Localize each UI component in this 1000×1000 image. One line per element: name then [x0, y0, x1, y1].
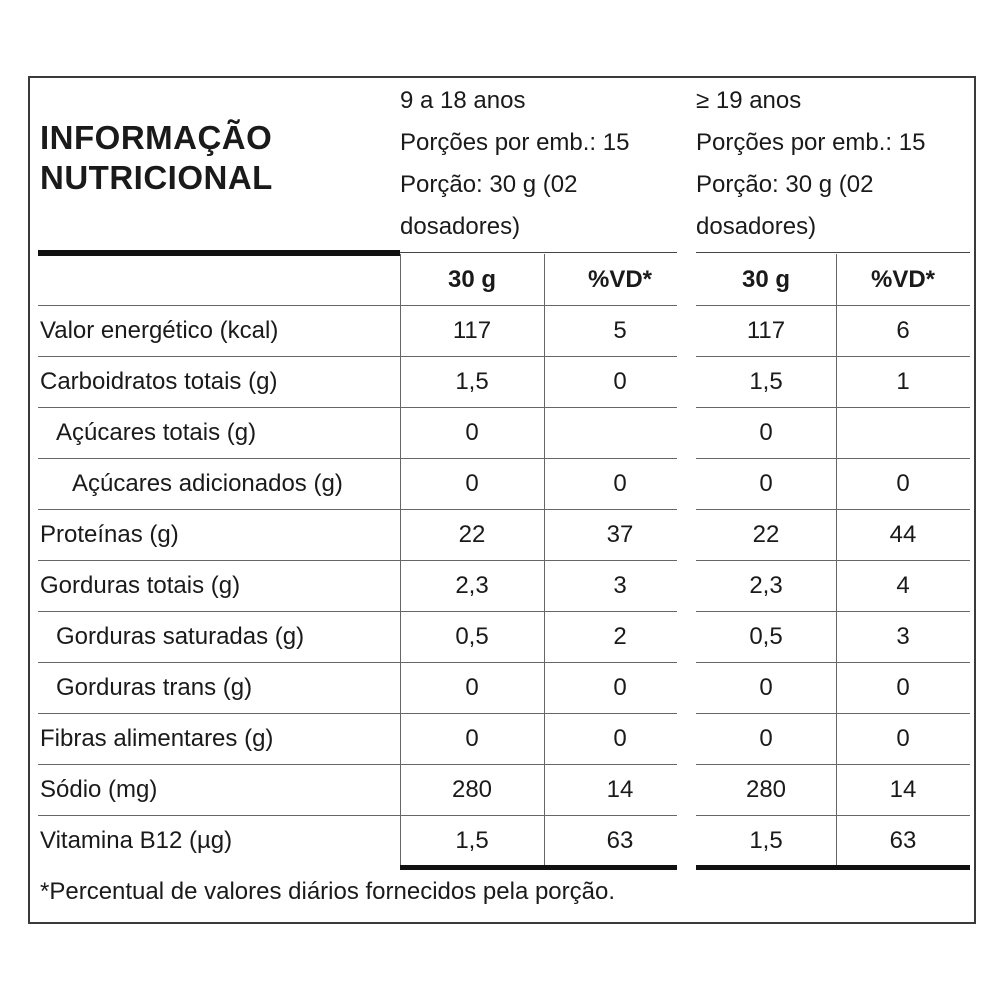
col-30g-group2-value: 0,5: [749, 623, 783, 650]
column-divider: [544, 254, 545, 866]
col-30g-group2-value: 0: [759, 470, 773, 497]
col-30g-group2-value: 2,3: [749, 572, 783, 599]
col-vd-group1-value: 2: [613, 623, 627, 650]
col-30g-group2-value: 0: [759, 419, 773, 446]
col-vd-group2-value: [836, 407, 970, 458]
nutrition-facts-panel: [28, 76, 976, 924]
col-30g-group1-value: 1,5: [455, 368, 489, 395]
group-portion-size-cont: dosadores): [696, 213, 817, 240]
nutrient-label: Açúcares adicionados (g): [72, 470, 343, 497]
group-header-9-18: [400, 80, 629, 248]
col-30g-group1-value: 1,5: [455, 827, 489, 854]
col-30g-group1-value: 117: [452, 317, 492, 344]
col-30g-group1-value: 0: [465, 674, 479, 701]
col-30g-group1-value: 0: [465, 725, 479, 752]
column-divider: [400, 254, 401, 866]
col-vd-group2-value: 4: [896, 572, 910, 599]
col-vd-group1-value: 0: [613, 368, 627, 395]
col-vd-group2-value: 0: [896, 470, 910, 497]
col-vd-group1-value: 5: [613, 317, 627, 344]
nutrient-label: Sódio (mg): [40, 776, 158, 803]
group-age: ≥ 19 anos: [696, 87, 802, 114]
nutrient-label: Gorduras totais (g): [40, 572, 241, 599]
col-vd-group2-value: 0: [896, 725, 910, 752]
bottom-rule-group-1: [400, 865, 677, 870]
column-divider: [836, 254, 837, 866]
nutrient-label: Vitamina B12 (µg): [40, 827, 233, 854]
col-vd-group2-value: 6: [896, 317, 910, 344]
nutrient-label: Proteínas (g): [40, 521, 179, 548]
title-line-1: INFORMAÇÃO: [40, 119, 273, 156]
col-vd-group1-value: 63: [606, 827, 634, 854]
title-rule: [38, 250, 400, 256]
col-vd-group2-value: 63: [889, 827, 917, 854]
panel-title: [40, 118, 400, 198]
col-vd-group2-value: 3: [896, 623, 910, 650]
group-gap: [677, 250, 696, 870]
col-vd-group1-value: 0: [613, 725, 627, 752]
group-portion-size: Porção: 30 g (02: [400, 171, 578, 198]
col-vd-group2-value: 0: [896, 674, 910, 701]
group-portion-size: Porção: 30 g (02: [696, 171, 874, 198]
col-30g-group2-value: 0: [759, 674, 773, 701]
footnote: *Percentual de valores diários fornecidos pela porção.: [40, 878, 616, 905]
col-30g-group1-value: 280: [451, 776, 493, 803]
col-vd-group1-value: 14: [606, 776, 634, 803]
col-30g-group2-value: 22: [752, 521, 780, 548]
col-30g-group1-value: 22: [458, 521, 486, 548]
col-vd-group1-value: 0: [613, 470, 627, 497]
group-portions: Porções por emb.: 15: [696, 129, 926, 156]
col-vd-group1-header: %VD*: [587, 266, 653, 293]
col-vd-group1-value: 3: [613, 572, 627, 599]
col-vd-group2-value: 1: [896, 368, 910, 395]
nutrient-label: Açúcares totais (g): [56, 419, 257, 446]
group-age: 9 a 18 anos: [400, 87, 526, 114]
title-line-2: NUTRICIONAL: [40, 159, 273, 196]
col-vd-group1-value: [544, 407, 696, 458]
col-vd-group1-value: 0: [613, 674, 627, 701]
nutrient-label: Fibras alimentares (g): [40, 725, 274, 752]
col-30g-group2-header: 30 g: [741, 266, 791, 293]
col-30g-group1-value: 2,3: [455, 572, 489, 599]
group-header-19-plus: [696, 80, 925, 248]
col-30g-group2-value: 1,5: [749, 827, 783, 854]
col-vd-group2-header: %VD*: [870, 266, 936, 293]
col-30g-group1-header: 30 g: [447, 266, 497, 293]
col-vd-group1-value: 37: [606, 521, 634, 548]
col-30g-group1-value: 0,5: [455, 623, 489, 650]
col-30g-group2-value: 1,5: [749, 368, 783, 395]
bottom-rule-group-2: [696, 865, 970, 870]
nutrient-label: Gorduras saturadas (g): [56, 623, 305, 650]
nutrient-label: Valor energético (kcal): [40, 317, 279, 344]
nutrient-label: Gorduras trans (g): [56, 674, 253, 701]
nutrient-label: Carboidratos totais (g): [40, 368, 278, 395]
col-30g-group1-value: 0: [465, 470, 479, 497]
col-30g-group2-value: 117: [746, 317, 786, 344]
col-vd-group2-value: 14: [889, 776, 917, 803]
col-30g-group2-value: 0: [759, 725, 773, 752]
group-portions: Porções por emb.: 15: [400, 129, 630, 156]
col-30g-group1-value: 0: [465, 419, 479, 446]
col-vd-group2-value: 44: [889, 521, 917, 548]
group-portion-size-cont: dosadores): [400, 213, 521, 240]
col-30g-group2-value: 280: [745, 776, 787, 803]
